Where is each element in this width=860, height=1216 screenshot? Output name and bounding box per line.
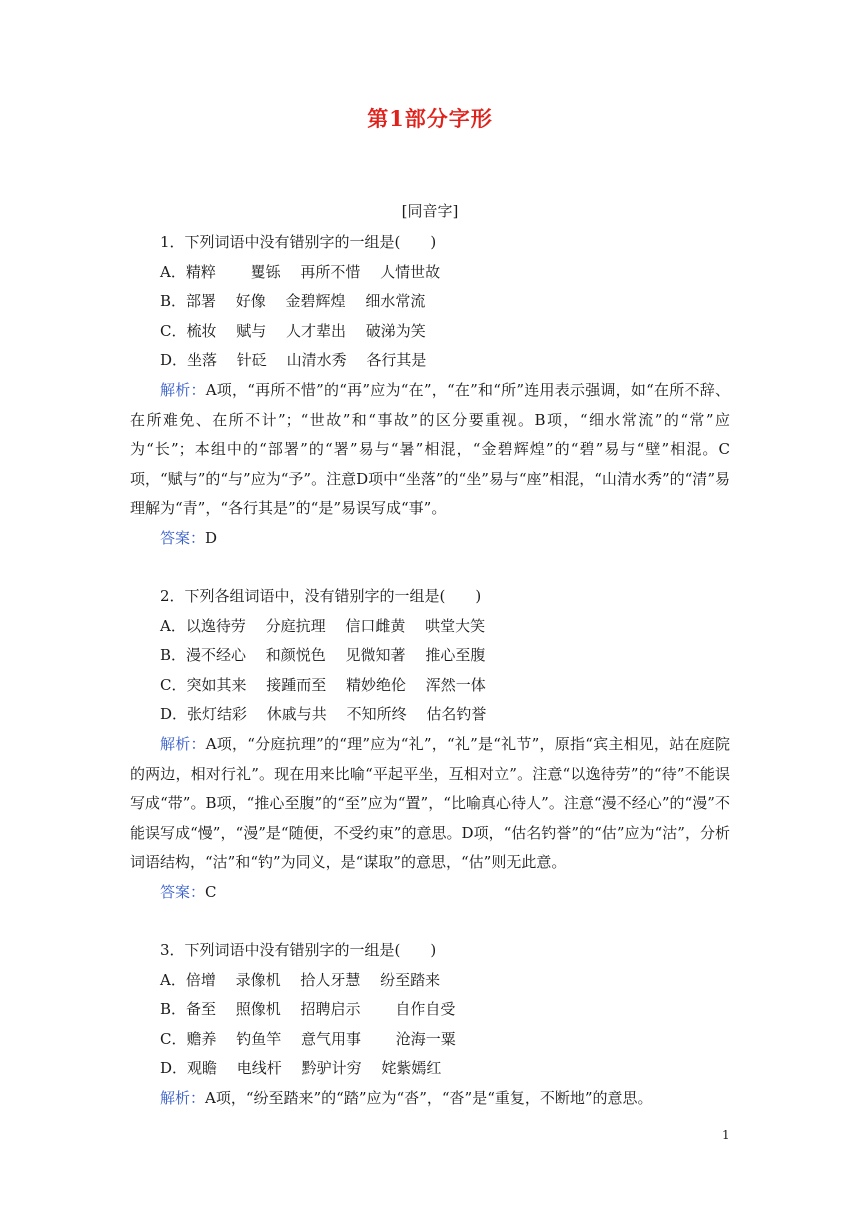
answer-value: C [205, 882, 217, 901]
option-b: B．部署 好像 金碧辉煌 细水常流 [160, 292, 426, 310]
option-c: C．突如其来 接踵而至 精妙绝伦 浑然一体 [160, 675, 486, 694]
analysis-label: 解析： [160, 381, 206, 399]
answer-label: 答案： [160, 882, 206, 901]
section-label: [同音字] [401, 202, 459, 220]
analysis-label: 解析： [160, 735, 206, 753]
option-a: A．精粹 矍铄 再所不惜 人情世故 [160, 262, 441, 281]
option-c: C．梳妆 赋与 人才辈出 破涕为笑 [160, 321, 426, 340]
analysis-1 [130, 376, 730, 553]
page-number: 1 [722, 1128, 730, 1142]
option-d: D．张灯结彩 休戚与共 不知所终 估名钓誉 [160, 705, 487, 723]
question-stem: 3．下列词语中没有错别字的一组是( ) [160, 941, 437, 959]
option-b: B．备至 照像机 招聘启示 自作自受 [160, 1000, 456, 1018]
answer-label: 答案： [160, 528, 206, 547]
option-a: A．以逸待劳 分庭抗理 信口雌黄 哄堂大笑 [160, 616, 486, 635]
analysis-2 [130, 730, 730, 907]
answer-value: D [205, 528, 218, 547]
analysis-text: A项，“纷至踏来”的“踏”应为“沓”，“沓”是“重复，不断地”的意思。 [205, 1089, 653, 1107]
option-b: B．漫不经心 和颜悦色 见微知著 推心至腹 [160, 646, 486, 664]
option-d: D．坐落 针砭 山清水秀 各行其是 [160, 351, 427, 369]
question-stem: 1．下列词语中没有错别字的一组是( ) [160, 233, 437, 251]
question-2 [160, 582, 730, 730]
analysis-3 [130, 1084, 730, 1114]
analysis-text: A项，“再所不惜”的“再”应为“在”，“在”和“所”连用表示强调，如“在所不辞、在所难免、在所不计”；“世故”和“事故”的区分要重视。B项，“细水常流”的“常”应为“长”；本组中的“部署”的“署”易与“暑”相混，“金碧辉煌”的“碧”易与“壁”相混。C项，“赋与”的“与”应为“予”。注意D项中“坐落”的“坐”易与“座”相混，“山清水秀”的“清”易理解为“青”，“各行其是”的“是”易误写成“事”。 [130, 381, 730, 517]
question-3 [160, 936, 730, 1084]
analysis-label: 解析： [160, 1089, 206, 1107]
option-c: C．赡养 钓鱼竿 意气用事 沧海一粟 [160, 1029, 456, 1048]
answer-line [130, 524, 730, 554]
page-title: 第1部分字形 [367, 106, 493, 131]
option-a: A．倍增 录像机 拾人牙慧 纷至踏来 [160, 970, 441, 989]
analysis-text: A项，“分庭抗理”的“理”应为“礼”，“礼”是“礼节”，原指“宾主相见，站在庭院的两边，相对行礼”。现在用来比喻“平起平坐，互相对立”。注意“以逸待劳”的“待”不能误写成“带”。B项，“推心至腹”的“至”应为“置”，“比喻真心待人”。注意“漫不经心”的“漫”不能误写成“慢”，“漫”是“随便，不受约束”的意思。D项，“估名钓誉”的“估”应为“沽”，分析词语结构，“沽”和“钓”为同义，是“谋取”的意思，“估”则无此意。 [130, 735, 730, 871]
question-1 [160, 228, 730, 376]
question-stem: 2．下列各组词语中，没有错别字的一组是( ) [160, 587, 482, 605]
option-d: D．观瞻 电线杆 黔驴计穷 姹紫嫣红 [160, 1059, 442, 1077]
answer-line [130, 878, 730, 908]
